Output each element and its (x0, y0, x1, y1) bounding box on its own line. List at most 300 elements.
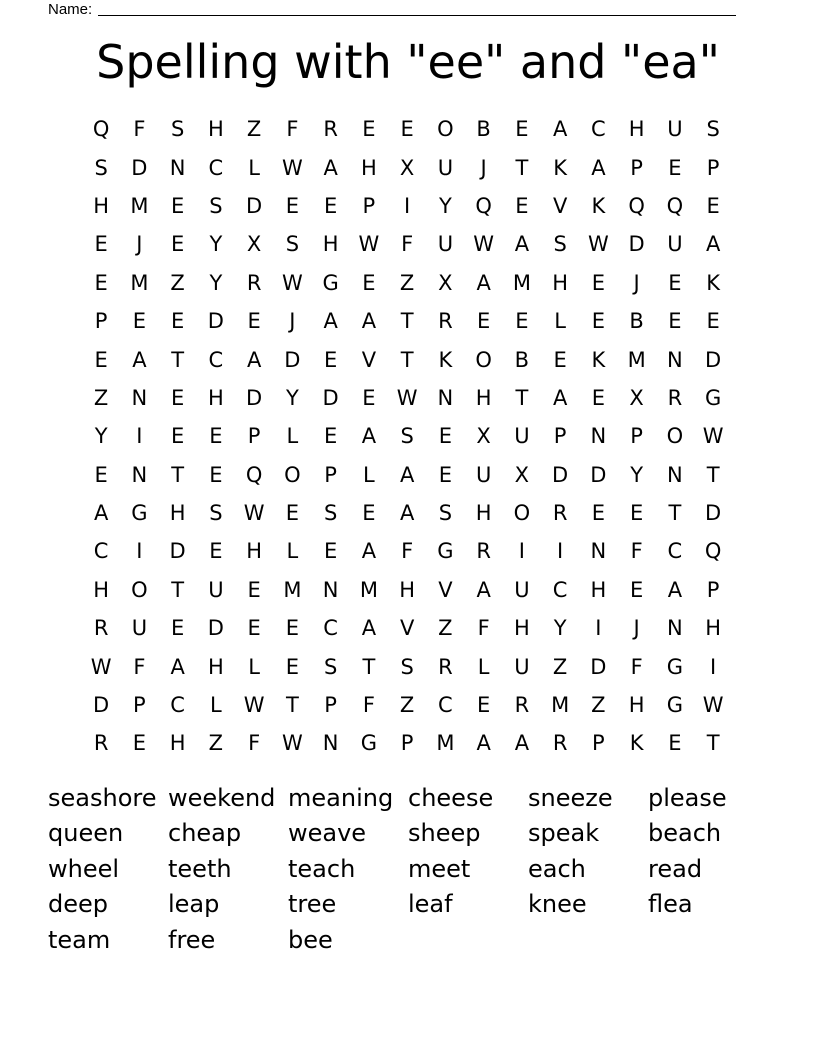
grid-letter: E (323, 347, 338, 372)
grid-letter: C (591, 117, 606, 142)
grid-letter: D (207, 309, 224, 334)
grid-letter: A (93, 501, 109, 526)
grid-letter: P (706, 155, 720, 180)
grid-letter: A (361, 616, 377, 641)
grid-letter: H (552, 270, 569, 295)
grid-letter: I (595, 616, 602, 641)
grid-letter: H (246, 539, 263, 564)
grid-letter: S (285, 232, 300, 257)
grid-letter: Y (209, 232, 223, 257)
grid-letter: T (171, 347, 185, 372)
grid-letter: W (473, 232, 494, 257)
grid-letter: C (667, 539, 683, 564)
grid-letter: Q (628, 193, 645, 218)
grid-letter: L (286, 539, 299, 564)
grid-letter: V (361, 347, 377, 372)
grid-letter: P (400, 731, 414, 756)
grid-letter: M (130, 193, 149, 218)
grid-letter: M (130, 270, 149, 295)
grid-letter: E (170, 616, 185, 641)
grid-letter: V (399, 616, 415, 641)
grid-letter: W (587, 232, 609, 257)
grid-letter: F (133, 654, 146, 679)
grid-letter: A (323, 309, 338, 334)
grid-letter: E (285, 654, 300, 679)
grid-letter: E (476, 693, 491, 718)
grid-letter: X (476, 424, 491, 449)
grid-letter: H (628, 117, 645, 142)
grid-letter: S (94, 155, 108, 180)
grid-letter: F (362, 693, 375, 718)
grid-letter: R (667, 385, 683, 410)
grid-letter: F (630, 539, 643, 564)
grid-letter: E (362, 385, 376, 410)
grid-letter: S (323, 501, 338, 526)
grid-letter: H (475, 501, 492, 526)
grid-letter: E (323, 193, 338, 218)
grid-letter: W (90, 654, 112, 679)
grid-letter: H (322, 232, 339, 257)
grid-letter: U (437, 232, 454, 257)
word-list-item: please (648, 783, 727, 812)
grid-letter: H (207, 654, 224, 679)
grid-letter: P (592, 731, 605, 756)
grid-letter: J (633, 270, 640, 295)
word-list-item: sneeze (528, 783, 613, 812)
grid-letter: P (324, 693, 337, 718)
grid-letter: E (132, 731, 147, 756)
grid-letter: X (246, 232, 262, 257)
grid-letter: E (591, 309, 606, 334)
grid-letter: W (702, 424, 724, 449)
grid-letter: T (362, 654, 376, 679)
grid-letter: E (94, 232, 108, 257)
grid-letter: A (132, 347, 147, 372)
grid-letter: N (322, 731, 339, 756)
grid-letter: Z (438, 616, 453, 641)
grid-letter: A (591, 155, 606, 180)
grid-letter: G (322, 270, 339, 295)
grid-letter: T (285, 693, 299, 718)
grid-letter: N (169, 155, 186, 180)
grid-letter: E (247, 616, 261, 641)
grid-letter: D (590, 654, 607, 679)
grid-letter: B (629, 309, 644, 334)
word-list-item: knee (528, 890, 587, 919)
grid-letter: L (477, 654, 490, 679)
grid-letter: G (666, 693, 684, 718)
grid-letter: E (323, 424, 338, 449)
grid-letter: U (514, 577, 530, 602)
word-list-item: leap (168, 890, 220, 919)
grid-letter: W (396, 385, 418, 410)
grid-letter: E (706, 193, 720, 218)
word-list-item: wheel (48, 854, 120, 883)
grid-letter: Y (438, 193, 452, 218)
grid-letter: E (362, 270, 376, 295)
letter-grid (82, 110, 732, 763)
word-list-item: tree (288, 890, 337, 919)
grid-letter: S (553, 232, 567, 257)
grid-letter: E (170, 309, 185, 334)
word-list-item: beach (648, 819, 722, 848)
grid-letter: E (170, 232, 185, 257)
grid-letter: E (629, 577, 644, 602)
grid-letter: D (246, 385, 263, 410)
grid-letter: L (248, 155, 260, 180)
grid-letter: I (710, 654, 717, 679)
grid-letter: R (514, 693, 530, 718)
grid-letter: H (628, 693, 645, 718)
grid-letter: Y (94, 424, 108, 449)
grid-letter: T (515, 385, 529, 410)
grid-letter: E (209, 462, 223, 487)
grid-letter: Z (591, 693, 606, 718)
grid-letter: G (704, 385, 722, 410)
grid-letter: T (706, 462, 720, 487)
grid-letter: Z (170, 270, 185, 295)
grid-letter: H (360, 155, 377, 180)
grid-letter: E (668, 155, 682, 180)
grid-letter: E (209, 539, 223, 564)
grid-letter: P (362, 193, 376, 218)
grid-letter: H (207, 117, 224, 142)
grid-letter: A (667, 577, 683, 602)
word-list-item: seashore (48, 783, 157, 812)
grid-letter: P (706, 577, 720, 602)
grid-letter: R (93, 731, 109, 756)
word-list-item: cheap (168, 819, 242, 848)
grid-letter: P (133, 693, 146, 718)
grid-letter: E (94, 462, 108, 487)
grid-letter: A (399, 501, 415, 526)
grid-letter: S (438, 501, 453, 526)
grid-letter: S (170, 117, 185, 142)
grid-letter: E (94, 347, 108, 372)
grid-letter: S (400, 654, 414, 679)
grid-letter: L (248, 654, 260, 679)
grid-letter: T (515, 155, 529, 180)
grid-letter: H (93, 577, 110, 602)
grid-letter: O (666, 424, 684, 449)
grid-letter: H (705, 616, 722, 641)
word-list-item: team (48, 925, 111, 954)
grid-letter: O (284, 462, 301, 487)
grid-letter: X (629, 385, 644, 410)
grid-letter: D (705, 347, 722, 372)
grid-letter: F (248, 731, 261, 756)
grid-letter: M (283, 577, 302, 602)
grid-letter: D (705, 501, 722, 526)
grid-letter: A (323, 155, 338, 180)
worksheet-title: Spelling with "ee" and "ea" (96, 35, 720, 89)
grid-letter: A (361, 424, 377, 449)
grid-letter: O (131, 577, 148, 602)
grid-letter: N (590, 539, 607, 564)
grid-letter: M (512, 270, 531, 295)
grid-letter: S (706, 117, 720, 142)
grid-letter: E (553, 347, 567, 372)
grid-letter: H (513, 616, 530, 641)
grid-letter: E (247, 577, 261, 602)
grid-letter: G (437, 539, 454, 564)
grid-letter: F (286, 117, 299, 142)
grid-letter: R (438, 309, 453, 334)
grid-letter: S (400, 424, 414, 449)
grid-letter: O (475, 347, 492, 372)
grid-letter: L (554, 309, 566, 334)
grid-letter: U (667, 232, 683, 257)
grid-letter: I (404, 193, 411, 218)
word-list-item: teeth (168, 854, 232, 883)
grid-letter: D (322, 385, 339, 410)
grid-letter: E (285, 616, 300, 641)
grid-letter: E (285, 501, 300, 526)
grid-letter: P (630, 155, 643, 180)
grid-letter: R (438, 654, 453, 679)
grid-letter: A (476, 270, 491, 295)
grid-letter: A (399, 462, 415, 487)
grid-letter: N (131, 462, 148, 487)
word-list-item: read (648, 854, 703, 883)
grid-letter: F (630, 654, 643, 679)
grid-letter: Y (285, 385, 299, 410)
grid-letter: E (170, 385, 185, 410)
grid-letter: N (437, 385, 454, 410)
grid-letter: A (170, 654, 185, 679)
grid-letter: H (169, 731, 186, 756)
grid-letter: C (93, 539, 109, 564)
grid-letter: U (437, 155, 454, 180)
grid-letter: A (476, 731, 491, 756)
grid-letter: M (359, 577, 378, 602)
grid-letter: R (93, 616, 109, 641)
grid-letter: N (322, 577, 339, 602)
grid-letter: C (208, 347, 224, 372)
grid-letter: J (633, 616, 640, 641)
grid-letter: P (630, 424, 643, 449)
grid-letter: W (702, 693, 724, 718)
grid-letter: A (361, 539, 377, 564)
grid-letter: E (94, 270, 108, 295)
grid-letter: G (360, 731, 378, 756)
grid-letter: K (591, 193, 606, 218)
grid-letter: W (358, 232, 380, 257)
grid-letter: E (323, 539, 338, 564)
grid-letter: O (437, 117, 454, 142)
grid-letter: T (668, 501, 682, 526)
grid-letter: T (706, 731, 720, 756)
grid-letter: C (552, 577, 568, 602)
grid-letter: P (553, 424, 567, 449)
grid-letter: G (666, 654, 684, 679)
grid-letter: E (476, 309, 491, 334)
grid-letter: D (207, 616, 224, 641)
grid-letter: Q (666, 193, 684, 218)
grid-letter: J (136, 232, 143, 257)
grid-letter: E (362, 501, 376, 526)
grid-letter: T (171, 462, 185, 487)
grid-letter: I (136, 539, 143, 564)
grid-letter: L (286, 424, 299, 449)
grid-letter: H (590, 577, 607, 602)
grid-letter: X (438, 270, 453, 295)
grid-letter: T (400, 309, 414, 334)
grid-letter: E (515, 117, 529, 142)
grid-letter: U (667, 117, 683, 142)
grid-letter: E (668, 309, 682, 334)
word-list-item: cheese (408, 783, 494, 812)
grid-letter: E (400, 117, 414, 142)
grid-letter: F (477, 616, 490, 641)
grid-letter: U (475, 462, 492, 487)
grid-letter: D (590, 462, 607, 487)
grid-letter: E (706, 309, 720, 334)
grid-letter: W (281, 270, 303, 295)
grid-letter: N (131, 385, 148, 410)
word-list-item: each (528, 854, 586, 883)
grid-letter: R (552, 501, 568, 526)
name-label: Name: (48, 1, 93, 18)
word-list-item: bee (288, 925, 333, 954)
grid-letter: A (705, 232, 721, 257)
grid-letter: N (667, 616, 683, 641)
grid-letter: E (170, 424, 185, 449)
grid-letter: C (170, 693, 185, 718)
grid-letter: H (169, 501, 186, 526)
grid-letter: S (209, 501, 223, 526)
grid-letter: N (667, 462, 683, 487)
grid-letter: D (628, 232, 645, 257)
grid-letter: H (93, 193, 110, 218)
word-list-item: meet (408, 854, 471, 883)
grid-letter: K (591, 347, 606, 372)
grid-letter: A (361, 309, 377, 334)
grid-letter: R (552, 731, 568, 756)
grid-letter: I (136, 424, 143, 449)
name-underline (98, 15, 736, 16)
grid-letter: Q (704, 539, 722, 564)
grid-letter: D (169, 539, 186, 564)
grid-letter: N (667, 347, 683, 372)
name-field[interactable] (48, 0, 736, 18)
grid-letter: W (243, 501, 265, 526)
grid-letter: Z (208, 731, 224, 756)
grid-letter: Z (399, 270, 415, 295)
grid-letter: K (438, 347, 453, 372)
grid-letter: E (668, 731, 682, 756)
grid-letter: K (629, 731, 644, 756)
grid-letter: Q (475, 193, 492, 218)
grid-letter: F (401, 539, 414, 564)
grid-letter: Z (552, 654, 568, 679)
grid-letter: A (514, 232, 530, 257)
grid-letter: E (285, 193, 300, 218)
word-list-item: meaning (288, 783, 394, 812)
grid-letter: L (363, 462, 375, 487)
grid-letter: E (438, 424, 453, 449)
grid-letter: A (552, 385, 568, 410)
grid-letter: C (323, 616, 338, 641)
grid-letter: J (289, 309, 296, 334)
grid-letter: U (131, 616, 148, 641)
grid-letter: F (401, 232, 414, 257)
grid-letter: H (399, 577, 416, 602)
grid-letter: D (131, 155, 148, 180)
grid-letter: L (210, 693, 222, 718)
grid-letter: E (132, 309, 147, 334)
word-list-item: free (168, 925, 216, 954)
grid-letter: E (668, 270, 682, 295)
grid-letter: Z (246, 117, 262, 142)
grid-letter: S (323, 654, 338, 679)
grid-letter: Q (92, 117, 110, 142)
word-list-item: weekend (168, 783, 276, 812)
grid-letter: Z (399, 693, 415, 718)
word-list-item: deep (48, 890, 108, 919)
grid-letter: B (514, 347, 530, 372)
grid-letter: D (93, 693, 110, 718)
grid-letter: D (284, 347, 301, 372)
grid-letter: P (94, 309, 108, 334)
word-list-item: leaf (408, 890, 453, 919)
grid-letter: R (246, 270, 262, 295)
grid-letter: F (133, 117, 146, 142)
grid-letter: E (591, 270, 606, 295)
grid-letter: E (515, 193, 529, 218)
grid-letter: C (208, 155, 224, 180)
grid-letter: G (131, 501, 148, 526)
word-list (48, 780, 768, 958)
grid-letter: Y (209, 270, 223, 295)
grid-letter: E (591, 501, 606, 526)
word-list-item: weave (288, 819, 367, 848)
grid-letter: Z (93, 385, 109, 410)
grid-letter: C (438, 693, 453, 718)
grid-letter: M (551, 693, 570, 718)
grid-letter: N (590, 424, 607, 449)
grid-letter: H (207, 385, 224, 410)
grid-letter: P (324, 462, 337, 487)
grid-letter: E (170, 193, 185, 218)
grid-letter: M (436, 731, 455, 756)
grid-letter: U (514, 424, 530, 449)
grid-letter: E (209, 424, 223, 449)
grid-letter: I (518, 539, 525, 564)
grid-letter: V (552, 193, 568, 218)
word-list-item: flea (648, 890, 693, 919)
grid-letter: E (438, 462, 453, 487)
grid-letter: Y (553, 616, 567, 641)
grid-letter: Q (245, 462, 263, 487)
grid-letter: D (246, 193, 263, 218)
grid-letter: T (171, 577, 185, 602)
grid-letter: U (208, 577, 224, 602)
grid-letter: E (515, 309, 529, 334)
word-list-item: speak (528, 819, 600, 848)
grid-letter: A (552, 117, 568, 142)
grid-letter: R (476, 539, 491, 564)
grid-letter: Y (630, 462, 644, 487)
grid-letter: X (514, 462, 530, 487)
grid-letter: R (323, 117, 338, 142)
grid-letter: X (399, 155, 415, 180)
grid-letter: J (480, 155, 487, 180)
grid-letter: A (514, 731, 530, 756)
grid-letter: T (400, 347, 414, 372)
grid-letter: P (247, 424, 261, 449)
grid-letter: V (438, 577, 453, 602)
